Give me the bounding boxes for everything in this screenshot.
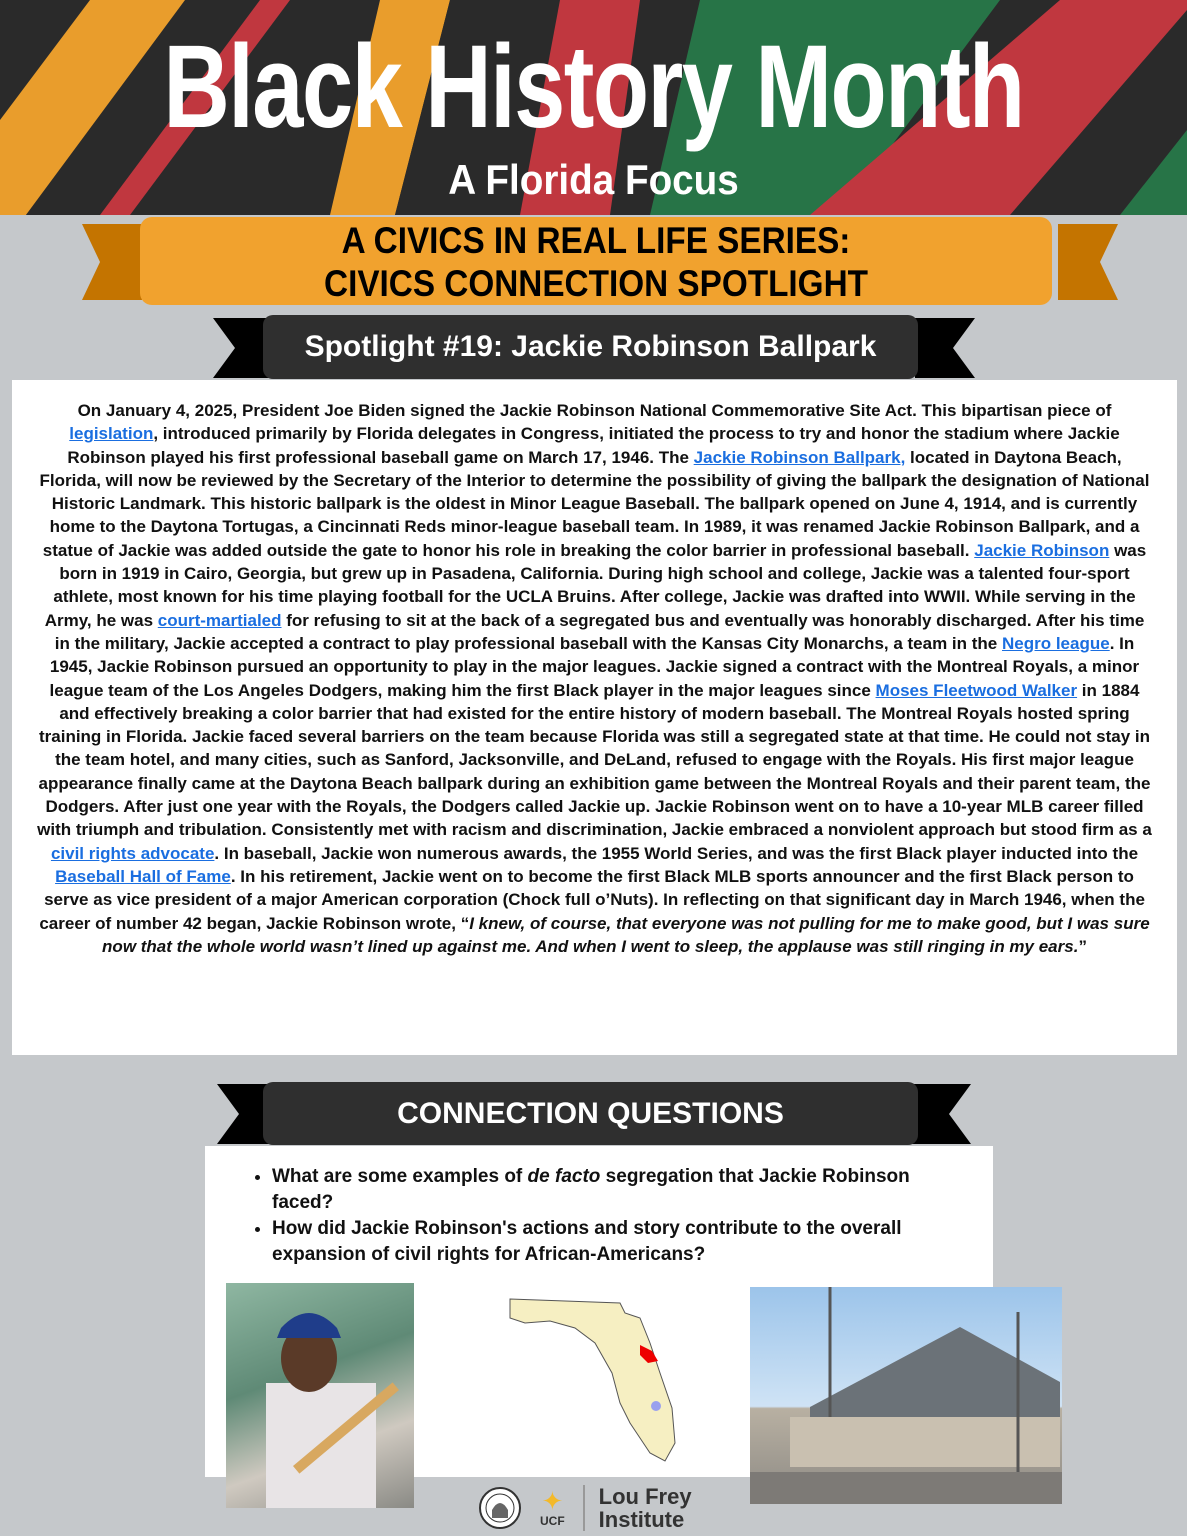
jackie-robinson-photo	[226, 1283, 414, 1508]
header-banner	[0, 0, 1187, 215]
body-text: . In baseball, Jackie won numerous awards, the 1955 World Series, and was the first Black player inducted into the	[214, 843, 1139, 863]
ballpark-photo	[750, 1287, 1062, 1504]
body-text: On January 4, 2025, President Joe Biden signed the Jackie Robinson National Commemorative Site Act. This bipartisan piece of	[77, 401, 1112, 420]
robinson-quote: I knew, of course, that everyone was not pulling for me to make good, but I was sure now that the whole world wasn’t lined up against me. And when I went to sleep, the applause was still ringing in my ears.	[102, 913, 1150, 956]
lou-frey-institute-logo: Lou Frey Institute	[583, 1485, 692, 1531]
body-text: , introduced primarily by Florida delegates in Congress, initiated the process to try and honor the stadium where Jackie Robinson played his first professional baseball game on March 17, 1946. The	[67, 424, 1120, 467]
link-moses-fleetwood-walker[interactable]: Moses Fleetwood Walker	[875, 680, 1078, 700]
page-title: Black History Month	[163, 21, 1024, 153]
body-text: . In his retirement, Jackie went on to become the first Black MLB sports announcer and the first Black person to serve as vice president of a major American corporation (Chock full o’Nuts). In reflecting on that significant day in March 1946, when the career of number 42 began, Jackie Robinson wrote, “	[39, 866, 1145, 933]
link-jackie-robinson-ballpark[interactable]: Jackie Robinson Ballpark,	[693, 447, 906, 467]
link-jackie-robinson[interactable]: Jackie Robinson	[974, 540, 1110, 560]
link-civil-rights-advocate[interactable]: civil rights advocate	[50, 843, 215, 863]
body-text: ”	[1078, 936, 1087, 956]
page-subtitle: A Florida Focus	[448, 156, 739, 203]
ucf-logo: ✦ UCF	[540, 1486, 565, 1528]
link-baseball-hall-of-fame[interactable]: Baseball Hall of Fame	[55, 866, 231, 886]
body-text: in 1884 and effectively breaking a color barrier that had existed for the entire history of modern baseball. The Montreal Royals hosted spring training in Florida. Jackie faced several barriers on the team because Florida was still a segregated state at that time. He could not stay in the team hotel, and many cities, such as Sanford, Jacksonville, and DeLand, refused to engage with the Royals. His first major league appearance finally came at the Daytona Beach ballpark during an exhibition game between the Montreal Royals and their parent team, the Dodgers. After just one year with the Royals, the Dodgers called Jackie up. Jackie Robinson went on to have a 10-year MLB career filled with triumph and tribulation. Consistently met with racism and discrimination, Jackie embraced a nonviolent approach but stood firm as a	[37, 680, 1152, 840]
florida-joint-center-seal-logo	[478, 1486, 522, 1530]
question-item: • What are some examples of de facto segregation that Jackie Robinson faced?	[272, 1164, 953, 1216]
article-body	[12, 380, 1177, 1055]
link-court-martialed[interactable]: court-martialed	[157, 610, 282, 630]
series-title-line2: CIVICS CONNECTION SPOTLIGHT	[324, 263, 868, 304]
series-title-line1: A CIVICS IN REAL LIFE SERIES:	[341, 220, 851, 261]
body-text: was born in 1919 in Cairo, Georgia, but grew up in Pasadena, California. During high school and college, Jackie was a talented four-sport athlete, most known for his time playing football for the UCLA Bruins. After college, Jackie was drafted into WWII. While serving in the Army, he was	[44, 540, 1147, 630]
link-negro-league[interactable]: Negro league	[1002, 633, 1110, 653]
body-text: . In 1945, Jackie Robinson pursued an opportunity to play in the major leagues. Jackie signed a contract with the Montreal Royals, a minor league team of the Los Angeles Dodgers, making him the first Black player in the major leagues since	[49, 633, 1140, 700]
body-text: located in Daytona Beach, Florida, will now be reviewed by the Secretary of the Interior to determine the possibility of giving the ballpark the designation of National Historic Landmark. This historic ballpark is the oldest in Minor League Baseball. The ballpark opened on June 4, 1914, and is currently home to the Daytona Tortugas, a Cincinnati Reds minor-league baseball team. In 1989, it was renamed Jackie Robinson Ballpark, and a statue of Jackie was added outside the gate to honor his role in breaking the color barrier in professional baseball.	[39, 447, 1150, 560]
series-ribbon	[140, 217, 1052, 305]
body-text: for refusing to sit at the back of a segregated bus and eventually was honorably discharged. After his time in the military, Jackie accepted a contract to play professional baseball with the Kansas City Monarchs, a team in the	[54, 610, 1145, 653]
pegasus-icon: ✦	[541, 1486, 564, 1516]
florida-map	[500, 1293, 685, 1468]
question-item: • How did Jackie Robinson's actions and story contribute to the overall expansion of civil rights for African-Americans?	[272, 1216, 953, 1268]
spotlight-title: Spotlight #19: Jackie Robinson Ballpark	[263, 315, 918, 379]
link-legislation[interactable]: legislation	[69, 424, 154, 444]
connection-questions-title: CONNECTION QUESTIONS	[263, 1082, 918, 1145]
footer-logos	[478, 1482, 692, 1534]
